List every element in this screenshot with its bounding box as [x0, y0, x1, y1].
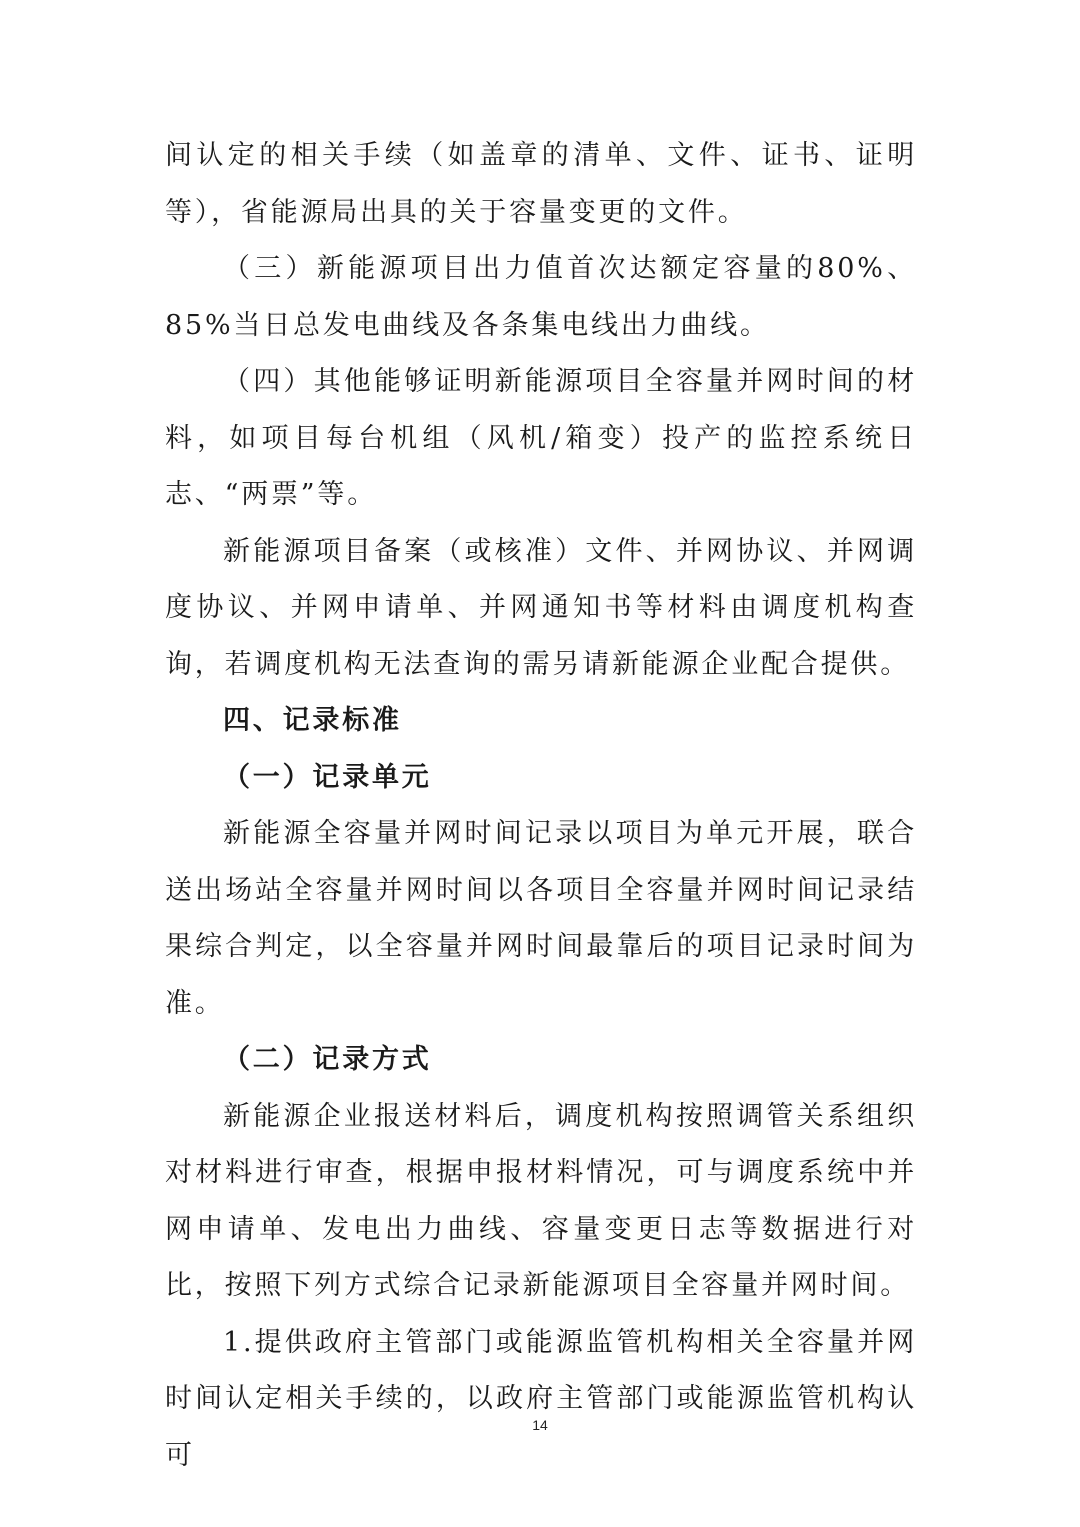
- subsection-heading-record-method: （二）记录方式: [223, 1044, 432, 1075]
- paragraph-method-item-one: 1.提供政府主管部门或能源监管机构相关全容量并网时间认定相关手续的，以政府主管部门或能源监管机构认可: [165, 1326, 917, 1471]
- paragraph-record-unit: 新能源全容量并网时间记录以项目为单元开展，联合送出场站全容量并网时间以各项目全容量并网时间记录结果综合判定，以全容量并网时间最靠后的项目记录时间为准。: [165, 818, 917, 1019]
- paragraph-materials-query: 新能源项目备案（或核准）文件、并网协议、并网调度协议、并网申请单、并网通知书等材料由调度机构查询，若调度机构无法查询的需另请新能源企业配合提供。: [165, 535, 917, 680]
- section-heading-record-standard: 四、记录标准: [223, 705, 402, 736]
- paragraph-item-four: （四）其他能够证明新能源项目全容量并网时间的材料，如项目每台机组（风机/箱变）投产的监控系统日志、“两票”等。: [165, 366, 917, 510]
- paragraph-record-method: 新能源企业报送材料后，调度机构按照调管关系组织对材料进行审查，根据申报材料情况，可与调度系统中并网申请单、发电出力曲线、容量变更日志等数据进行对比，按照下列方式综合记录新能源项目全容量并网时间。: [165, 1100, 917, 1301]
- page-number: 14: [532, 1417, 548, 1433]
- subsection-heading-record-unit: （一）记录单元: [223, 761, 432, 793]
- paragraph-continuation: 间认定的相关手续（如盖章的清单、文件、证书、证明等），省能源局出具的关于容量变更的文件。: [165, 140, 917, 228]
- body-text: [165, 128, 917, 1484]
- paragraph-item-three: （三）新能源项目出力值首次达额定容量的80%、85%当日总发电曲线及各条集电线出力曲线。: [165, 253, 917, 341]
